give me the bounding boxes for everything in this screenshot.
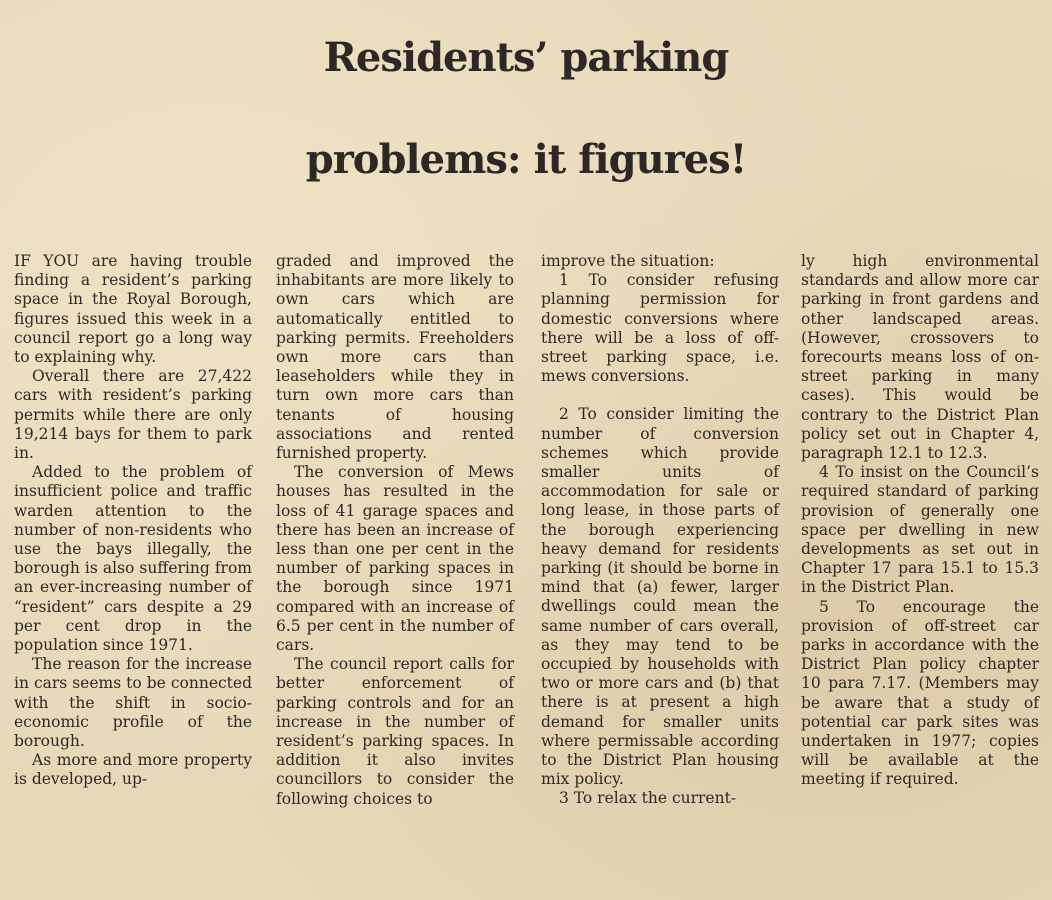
paragraph: The conversion of Mews houses has resulted in the loss of 41 garage spaces and there has been an increase of less than one per cent in the number of parking spaces in the borough since 1971 compared with an increase of 6.5 per cent in the number of cars. (276, 463, 514, 655)
paragraph: Added to the problem of insufficient police and traffic warden attention to the number of non-residents who use the bays illegally, the borough is also suffering from an ever-increasing number of “resident” cars despite a 29 per cent drop in the population since 1971. (14, 463, 252, 655)
article-column-4 (801, 252, 1039, 790)
list-item: 3 To relax the current- (559, 789, 737, 808)
paragraph: The council report calls for better enforcement of parking controls and for an increase in the number of resident’s parking spaces. In addition it also invites councillors to consider the following choices to (276, 655, 514, 808)
list-item: 2 To consider limiting the number of conversion schemes which provide smaller units of accommodation for sale or long lease, in those parts of the borough experiencing heavy demand for residents parking (it should be borne in mind that (a) fewer, larger dwellings could mean the same number of cars overall, as they may tend to be occupied by households with two or more cars and (b) that there is at present a high demand for smaller units where permissable according to the District Plan housing mix policy. (541, 405, 779, 789)
list-item: 1 To consider refusing planning permission for domestic conversions where there will be a loss of off-street parking space, i.e. mews conversions. (541, 271, 779, 386)
article-column-3 (541, 252, 779, 809)
list-item: 5 To encourage the provision of off-street car parks in accordance with the District Plan policy chapter 10 para 7.17. (Members may be aware that a study of potential car park sites was undertaken in 1977; copies will be available at the meeting if required. (801, 597, 1039, 789)
paragraph: ly high environmental standards and allow more car parking in front gardens and other landscaped areas. (However, crossovers to forecourts means loss of on-street parking in many cases). This would be contrary to the District Plan policy set out in Chapter 4, paragraph 12.1 to 12.3. (801, 252, 1039, 463)
headline-line-1: Residents’ parking (323, 34, 729, 81)
paragraph: improve the situation: (541, 252, 715, 270)
headline-line-2: problems: it figures! (305, 136, 747, 183)
list-item: 4 To insist on the Council’s required standard of parking provision of generally one space per dwelling in new developments as set out in Chapter 17 para 15.1 to 15.3 in the District Plan. (801, 463, 1039, 597)
paragraph: The reason for the increase in cars seems to be connected with the shift in socio-economic profile of the borough. (14, 655, 252, 751)
article-column-1 (14, 252, 252, 790)
paragraph: IF YOU are having trouble finding a resident’s parking space in the Royal Borough, figures issued this week in a council report go a long way to explaining why. (14, 252, 252, 367)
paragraph: graded and improved the inhabitants are more likely to own cars which are automatically entitled to parking permits. Freeholders own more cars than leaseholders while they in turn own more cars than tenants of housing associations and rented furnished property. (276, 252, 514, 463)
article-column-2 (276, 252, 514, 809)
paragraph: Overall there are 27,422 cars with resident’s parking permits while there are only 19,214 bays for them to park in. (14, 367, 252, 463)
paragraph: As more and more property is developed, up- (14, 751, 252, 789)
